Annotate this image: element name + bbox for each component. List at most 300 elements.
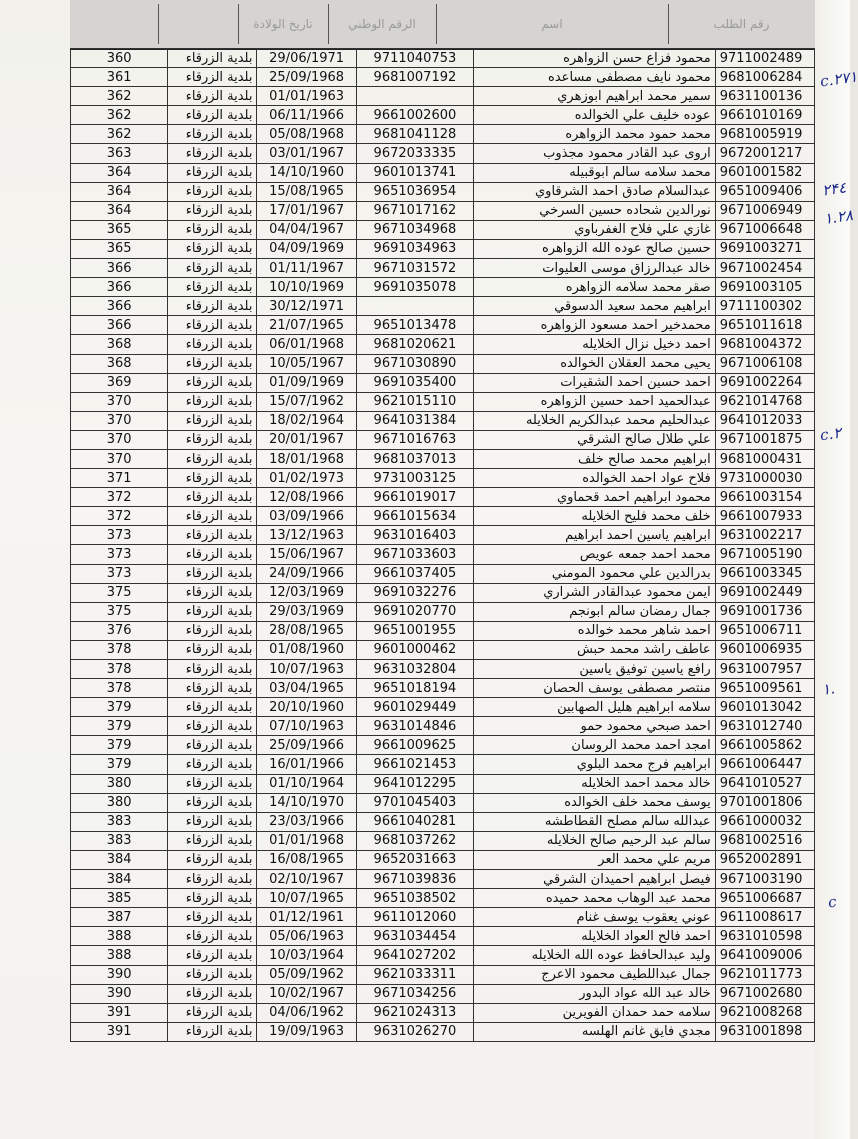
table-row [71,850,815,869]
table-row [71,507,815,526]
municipality-cell: بلدية الزرقاء [168,49,257,68]
municipality-cell: بلدية الزرقاء [168,411,257,430]
table-row [71,373,815,392]
birth-date-cell: 01/01/1968 [257,831,356,850]
national-id-cell: 9631032804 [356,660,473,679]
table-row [71,717,815,736]
sequence-cell: 384 [71,870,168,889]
table-row [71,946,815,965]
application-number-cell: 9681005919 [715,125,814,144]
national-id-cell: 9651013478 [356,316,473,335]
table-row [71,889,815,908]
national-id-cell [356,297,473,316]
sequence-cell: 370 [71,392,168,411]
national-id-cell: 9671034968 [356,220,473,239]
table-row [71,793,815,812]
birth-date-cell: 20/10/1960 [257,698,356,717]
municipality-cell: بلدية الزرقاء [168,106,257,125]
municipality-cell: بلدية الزرقاء [168,507,257,526]
national-id-cell: 9611012060 [356,908,473,927]
sequence-cell: 363 [71,144,168,163]
national-id-cell: 9631016403 [356,526,473,545]
birth-date-cell: 03/01/1967 [257,144,356,163]
sequence-cell: 383 [71,812,168,831]
table-row [71,220,815,239]
table-row [71,87,815,106]
application-number-cell: 9711002489 [715,49,814,68]
municipality-cell: بلدية الزرقاء [168,660,257,679]
name-cell: محمود ابراهيم احمد قحماوي [474,488,716,507]
registry-table [70,48,815,1042]
national-id-cell [356,87,473,106]
handwritten-mark: ۲۴٤ [820,178,848,200]
national-id-cell: 9661037405 [356,564,473,583]
header-municipality [158,4,239,44]
municipality-cell: بلدية الزرقاء [168,201,257,220]
municipality-cell: بلدية الزرقاء [168,430,257,449]
application-number-cell: 9641012033 [715,411,814,430]
birth-date-cell: 16/08/1965 [257,850,356,869]
table-row [71,411,815,430]
table-row [71,106,815,125]
name-cell: بدرالدين علي محمود المومني [474,564,716,583]
application-number-cell: 9651009561 [715,679,814,698]
application-number-cell: 9681004372 [715,335,814,354]
application-number-cell: 9631002217 [715,526,814,545]
birth-date-cell: 10/03/1964 [257,946,356,965]
name-cell: احمد حسين احمد الشقيرات [474,373,716,392]
table-row [71,182,815,201]
table-row [71,679,815,698]
name-cell: عوني يعقوب يوسف غنام [474,908,716,927]
table-row [71,621,815,640]
sequence-cell: 378 [71,679,168,698]
sequence-cell: 370 [71,411,168,430]
birth-date-cell: 21/07/1965 [257,316,356,335]
national-id-cell: 9661009625 [356,736,473,755]
header-national-id: الرقم الوطني [328,4,437,44]
application-number-cell: 9671006648 [715,220,814,239]
birth-date-cell: 15/06/1967 [257,545,356,564]
municipality-cell: بلدية الزرقاء [168,583,257,602]
municipality-cell: بلدية الزرقاء [168,163,257,182]
sequence-cell: 385 [71,889,168,908]
municipality-cell: بلدية الزرقاء [168,717,257,736]
sequence-cell: 373 [71,564,168,583]
name-cell: ابراهيم محمد صالح خلف [474,449,716,468]
header-application: رقم الطلب [713,17,770,31]
application-number-cell: 9661005862 [715,736,814,755]
national-id-cell: 9691035078 [356,278,473,297]
birth-date-cell: 29/03/1969 [257,602,356,621]
application-number-cell: 9671006949 [715,201,814,220]
name-cell: جمال رمضان سالم ابونجم [474,602,716,621]
name-cell: احمد فالح العواد الخلايله [474,927,716,946]
name-cell: جمال عبداللطيف محمود الاعرج [474,965,716,984]
application-number-cell: 9631012740 [715,717,814,736]
birth-date-cell: 13/12/1963 [257,526,356,545]
application-number-cell: 9691003105 [715,278,814,297]
table-row [71,392,815,411]
name-cell: رافع ياسين توفيق ياسين [474,660,716,679]
application-number-cell: 9651006711 [715,621,814,640]
application-number-cell: 9701001806 [715,793,814,812]
name-cell: امجد احمد محمد الروسان [474,736,716,755]
birth-date-cell: 05/09/1962 [257,965,356,984]
municipality-cell: بلدية الزرقاء [168,812,257,831]
name-cell: عاطف راشد محمد حبش [474,640,716,659]
municipality-cell: بلدية الزرقاء [168,679,257,698]
national-id-cell: 9652031663 [356,850,473,869]
municipality-cell: بلدية الزرقاء [168,526,257,545]
table-row [71,297,815,316]
name-cell: ابراهيم محمد سعيد الدسوقي [474,297,716,316]
sequence-cell: 373 [71,545,168,564]
table-row [71,526,815,545]
table-row [71,755,815,774]
table-row [71,449,815,468]
sequence-cell: 384 [71,850,168,869]
birth-date-cell: 14/10/1970 [257,793,356,812]
table-body [71,49,815,1042]
application-number-cell: 9711100302 [715,297,814,316]
table-row [71,144,815,163]
sequence-cell: 366 [71,297,168,316]
national-id-cell: 9651001955 [356,621,473,640]
municipality-cell: بلدية الزرقاء [168,449,257,468]
table-row [71,125,815,144]
municipality-cell: بلدية الزرقاء [168,1022,257,1041]
national-id-cell: 9681037262 [356,831,473,850]
sequence-cell: 379 [71,736,168,755]
sequence-cell: 379 [71,755,168,774]
application-number-cell: 9601006935 [715,640,814,659]
application-number-cell: 9661003154 [715,488,814,507]
municipality-cell: بلدية الزرقاء [168,182,257,201]
application-number-cell: 9661000032 [715,812,814,831]
application-number-cell: 9691001736 [715,602,814,621]
national-id-cell: 9661040281 [356,812,473,831]
birth-date-cell: 02/10/1967 [257,870,356,889]
application-number-cell: 9661006447 [715,755,814,774]
birth-date-cell: 07/10/1963 [257,717,356,736]
municipality-cell: بلدية الزرقاء [168,889,257,908]
national-id-cell: 9631026270 [356,1022,473,1041]
name-cell: وليد عبدالحافظ عوده الله الخلايله [474,946,716,965]
table-row [71,545,815,564]
application-number-cell: 9731000030 [715,469,814,488]
municipality-cell: بلدية الزرقاء [168,1003,257,1022]
birth-date-cell: 01/09/1969 [257,373,356,392]
sequence-cell: 378 [71,660,168,679]
municipality-cell: بلدية الزرقاء [168,373,257,392]
sequence-cell: 379 [71,698,168,717]
national-id-cell: 9641027202 [356,946,473,965]
national-id-cell: 9661015634 [356,507,473,526]
municipality-cell: بلدية الزرقاء [168,698,257,717]
municipality-cell: بلدية الزرقاء [168,640,257,659]
birth-date-cell: 12/03/1969 [257,583,356,602]
national-id-cell: 9651018194 [356,679,473,698]
municipality-cell: بلدية الزرقاء [168,831,257,850]
header-name: اسم [436,4,669,44]
municipality-cell: بلدية الزرقاء [168,545,257,564]
handwritten-mark: c.۲ [818,423,843,445]
national-id-cell: 9671030890 [356,354,473,373]
name-cell: عوده خليف علي الخوالده [474,106,716,125]
application-number-cell: 9611008617 [715,908,814,927]
municipality-cell: بلدية الزرقاء [168,392,257,411]
application-number-cell: 9652002891 [715,850,814,869]
name-cell: سلامه حمد حمدان الفويرين [474,1003,716,1022]
table-row [71,201,815,220]
birth-date-cell: 05/08/1968 [257,125,356,144]
sequence-cell: 362 [71,106,168,125]
national-id-cell: 9621033311 [356,965,473,984]
name-cell: ابراهيم فرج محمد البلوي [474,755,716,774]
name-cell: صقر محمد سلامه الزواهره [474,278,716,297]
application-number-cell: 9681000431 [715,449,814,468]
name-cell: علي طلال صالح الشرقي [474,430,716,449]
national-id-cell: 9641031384 [356,411,473,430]
birth-date-cell: 10/05/1967 [257,354,356,373]
sequence-cell: 365 [71,220,168,239]
birth-date-cell: 20/01/1967 [257,430,356,449]
table-row [71,984,815,1003]
name-cell: محمدخير احمد مسعود الزواهره [474,316,716,335]
name-cell: عبدالحميد احمد حسين الزواهره [474,392,716,411]
national-id-cell: 9671039836 [356,870,473,889]
table-row [71,564,815,583]
name-cell: حسين صالح عوده الله الزواهره [474,239,716,258]
application-number-cell: 9641010527 [715,774,814,793]
municipality-cell: بلدية الزرقاء [168,755,257,774]
name-cell: مريم علي محمد العر [474,850,716,869]
name-cell: احمد شاهر محمد خوالده [474,621,716,640]
birth-date-cell: 25/09/1968 [257,68,356,87]
sequence-cell: 366 [71,278,168,297]
name-cell: فلاح عواد احمد الخوالده [474,469,716,488]
national-id-cell: 9661021453 [356,755,473,774]
birth-date-cell: 15/08/1965 [257,182,356,201]
birth-date-cell: 25/09/1966 [257,736,356,755]
municipality-cell: بلدية الزرقاء [168,965,257,984]
municipality-cell: بلدية الزرقاء [168,774,257,793]
sequence-cell: 372 [71,507,168,526]
sequence-cell: 370 [71,430,168,449]
municipality-cell: بلدية الزرقاء [168,239,257,258]
application-number-cell: 9691002264 [715,373,814,392]
name-cell: اروى عبد القادر محمود مجذوب [474,144,716,163]
sequence-cell: 378 [71,640,168,659]
national-id-cell: 9691034963 [356,239,473,258]
sequence-cell: 360 [71,49,168,68]
municipality-cell: بلدية الزرقاء [168,736,257,755]
name-cell: خالد عبد الله عواد البدور [474,984,716,1003]
national-id-cell: 9661002600 [356,106,473,125]
birth-date-cell: 06/01/1968 [257,335,356,354]
birth-date-cell: 19/09/1963 [257,1022,356,1041]
birth-date-cell: 18/02/1964 [257,411,356,430]
birth-date-cell: 05/06/1963 [257,927,356,946]
table-row [71,812,815,831]
name-cell: عبدالسلام صادق احمد الشرقاوي [474,182,716,201]
birth-date-cell: 30/12/1971 [257,297,356,316]
national-id-cell: 9631014846 [356,717,473,736]
sequence-cell: 388 [71,946,168,965]
birth-date-cell: 29/06/1971 [257,49,356,68]
birth-date-cell: 03/09/1966 [257,507,356,526]
sequence-cell: 366 [71,259,168,278]
birth-date-cell: 23/03/1966 [257,812,356,831]
application-number-cell: 9661007933 [715,507,814,526]
sequence-cell: 368 [71,335,168,354]
application-number-cell: 9691003271 [715,239,814,258]
birth-date-cell: 04/06/1962 [257,1003,356,1022]
municipality-cell: بلدية الزرقاء [168,68,257,87]
birth-date-cell: 01/08/1960 [257,640,356,659]
sequence-cell: 362 [71,87,168,106]
application-number-cell: 9631001898 [715,1022,814,1041]
application-number-cell: 9601001582 [715,163,814,182]
birth-date-cell: 10/07/1963 [257,660,356,679]
table-row [71,640,815,659]
birth-date-cell: 10/07/1965 [257,889,356,908]
name-cell: يحيى محمد العقلان الخوالده [474,354,716,373]
application-number-cell: 9621008268 [715,1003,814,1022]
birth-date-cell: 17/01/1967 [257,201,356,220]
table-row [71,908,815,927]
birth-date-cell: 28/08/1965 [257,621,356,640]
birth-date-cell: 16/01/1966 [257,755,356,774]
national-id-cell: 9631034454 [356,927,473,946]
table-row [71,488,815,507]
national-id-cell: 9661019017 [356,488,473,507]
table-row [71,49,815,68]
national-id-cell: 9691020770 [356,602,473,621]
handwritten-mark: c.۲۷۱ [818,67,858,91]
table-row [71,335,815,354]
name-cell: ابراهيم ياسين احمد ابراهيم [474,526,716,545]
name-cell: فيصل ابراهيم احميدان الشرقي [474,870,716,889]
sequence-cell: 370 [71,449,168,468]
national-id-cell: 9681037013 [356,449,473,468]
handwritten-mark: ١.٢٨ [822,206,855,228]
name-cell: محمد سلامه سالم ابوقبيله [474,163,716,182]
table-row [71,68,815,87]
birth-date-cell: 10/02/1967 [257,984,356,1003]
national-id-cell: 9681007192 [356,68,473,87]
national-id-cell: 9651036954 [356,182,473,201]
birth-date-cell: 10/10/1969 [257,278,356,297]
name-cell: محمود فزاع حسن الزواهره [474,49,716,68]
municipality-cell: بلدية الزرقاء [168,602,257,621]
birth-date-cell: 24/09/1966 [257,564,356,583]
table-row [71,602,815,621]
birth-date-cell: 03/04/1965 [257,679,356,698]
sequence-cell: 380 [71,793,168,812]
page-margin [815,0,850,1139]
name-cell: محمد احمد جمعه عويص [474,545,716,564]
table-row [71,316,815,335]
sequence-cell: 375 [71,583,168,602]
name-cell: خالد محمد احمد الخلايله [474,774,716,793]
sequence-cell: 362 [71,125,168,144]
name-cell: سالم عبد الرحيم صالح الخلايله [474,831,716,850]
name-cell: احمد صبحي محمود حمو [474,717,716,736]
application-number-cell: 9681006284 [715,68,814,87]
name-cell: نورالدين شحاده حسين السرخي [474,201,716,220]
sequence-cell: 364 [71,201,168,220]
national-id-cell: 9672033335 [356,144,473,163]
handwritten-mark: ١. [820,679,837,699]
national-id-cell: 9621015110 [356,392,473,411]
application-number-cell: 9671002454 [715,259,814,278]
header-seq [70,4,159,44]
national-id-cell: 9671016763 [356,430,473,449]
application-number-cell: 9621014768 [715,392,814,411]
municipality-cell: بلدية الزرقاء [168,125,257,144]
municipality-cell: بلدية الزرقاء [168,927,257,946]
national-id-cell: 9691032276 [356,583,473,602]
birth-date-cell: 15/07/1962 [257,392,356,411]
birth-date-cell: 01/10/1964 [257,774,356,793]
name-cell: عبدالحليم محمد عبدالكريم الخلايله [474,411,716,430]
birth-date-cell: 04/09/1969 [257,239,356,258]
application-number-cell: 9641009006 [715,946,814,965]
sequence-cell: 390 [71,984,168,1003]
sequence-cell: 366 [71,316,168,335]
table-row [71,469,815,488]
sequence-cell: 391 [71,1003,168,1022]
municipality-cell: بلدية الزرقاء [168,850,257,869]
application-number-cell: 9671005190 [715,545,814,564]
name-cell: محمد عبد الوهاب محمد حميده [474,889,716,908]
name-cell: مجدي فايق غانم الهلسه [474,1022,716,1041]
municipality-cell: بلدية الزرقاء [168,469,257,488]
application-number-cell: 9601013042 [715,698,814,717]
name-cell: غازي علي فلاح الغفرباوي [474,220,716,239]
municipality-cell: بلدية الزرقاء [168,984,257,1003]
birth-date-cell: 06/11/1966 [257,106,356,125]
birth-date-cell: 01/12/1961 [257,908,356,927]
national-id-cell: 9691035400 [356,373,473,392]
municipality-cell: بلدية الزرقاء [168,278,257,297]
table-row [71,1022,815,1041]
application-number-cell: 9651006687 [715,889,814,908]
national-id-cell: 9601000462 [356,640,473,659]
name-cell: سمير محمد ابراهيم ابوزهري [474,87,716,106]
table-row [71,965,815,984]
table-row [71,583,815,602]
national-id-cell: 9641012295 [356,774,473,793]
name-cell: عبدالله سالم مصلح القطاطشه [474,812,716,831]
sequence-cell: 368 [71,354,168,373]
sequence-cell: 365 [71,239,168,258]
table-row [71,278,815,297]
birth-date-cell: 14/10/1960 [257,163,356,182]
national-id-cell: 9681020621 [356,335,473,354]
application-number-cell: 9671003190 [715,870,814,889]
application-number-cell: 9661003345 [715,564,814,583]
application-number-cell: 9691002449 [715,583,814,602]
header-dob: تاريخ الولادة [238,4,329,44]
table-row [71,698,815,717]
municipality-cell: بلدية الزرقاء [168,870,257,889]
national-id-cell: 9601029449 [356,698,473,717]
birth-date-cell: 01/11/1967 [257,259,356,278]
national-id-cell: 9711040753 [356,49,473,68]
